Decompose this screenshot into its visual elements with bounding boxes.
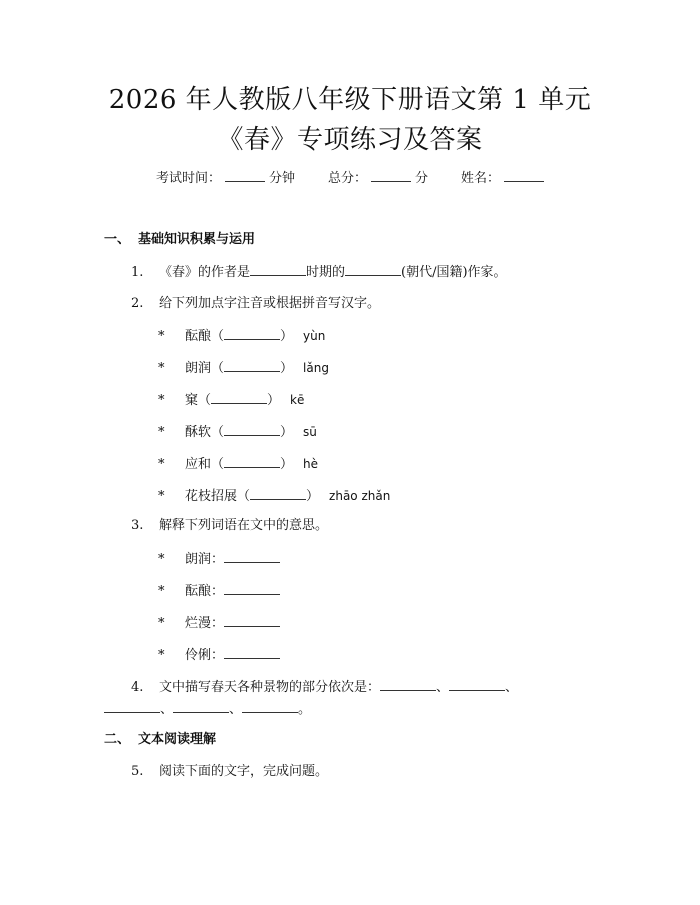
question-2-text: 给下列加点字注音或根据拼音写汉字。 — [159, 296, 381, 311]
comma: 、 — [436, 680, 450, 695]
time-unit: 分钟 — [269, 171, 296, 186]
scene-blank-4[interactable] — [173, 699, 229, 713]
pinyin-item — [158, 326, 325, 347]
pinyin-word: 酥软 — [185, 425, 212, 440]
question-3-text: 解释下列词语在文中的意思。 — [159, 518, 329, 533]
pinyin-blank[interactable] — [224, 358, 280, 372]
scene-blank-2[interactable] — [449, 677, 505, 691]
section-2-title: 文本阅读理解 — [138, 732, 217, 747]
pinyin-blank[interactable] — [224, 326, 280, 340]
left-paren: （ — [211, 457, 225, 472]
definition-item — [158, 581, 280, 602]
definition-word: 烂漫： — [185, 616, 225, 631]
name-blank[interactable] — [504, 168, 544, 182]
scene-blank-1[interactable] — [380, 677, 436, 691]
author-blank[interactable] — [250, 262, 306, 276]
pinyin-word: 应和 — [185, 457, 212, 472]
score-blank[interactable] — [371, 168, 411, 182]
comma: 、 — [229, 702, 243, 717]
definition-item — [158, 645, 280, 666]
question-2 — [131, 294, 380, 314]
pinyin-item — [158, 454, 318, 475]
definition-blank[interactable] — [224, 549, 280, 563]
bullet-star: * — [158, 457, 165, 472]
bullet-star: * — [158, 552, 165, 567]
question-5-text: 阅读下面的文字，完成问题。 — [159, 764, 329, 779]
comma: 、 — [160, 702, 174, 717]
definition-blank[interactable] — [224, 613, 280, 627]
pinyin-item — [158, 422, 317, 443]
question-1-mid: 时期的 — [306, 265, 346, 280]
pinyin-blank[interactable] — [224, 454, 280, 468]
left-paren: （ — [237, 489, 251, 504]
title-line-1: 2026 年人教版八年级下册语文第 1 单元 — [108, 85, 592, 115]
definition-word: 朗润： — [185, 552, 225, 567]
section-1-number: 一、 — [104, 232, 131, 247]
question-1 — [131, 262, 507, 283]
pinyin-text: kē — [290, 393, 305, 407]
section-2-number: 二、 — [104, 732, 131, 747]
pinyin-blank[interactable] — [250, 486, 306, 500]
right-paren: ） — [280, 329, 294, 344]
question-2-number: 2. — [131, 296, 144, 311]
pinyin-text: zhāo zhǎn — [329, 489, 391, 503]
period: 。 — [298, 702, 312, 717]
right-paren: ） — [280, 425, 294, 440]
right-paren: ） — [306, 489, 320, 504]
pinyin-item — [158, 390, 304, 411]
pinyin-word: 花枝招展 — [185, 489, 238, 504]
definition-word: 伶俐： — [185, 648, 225, 663]
pinyin-word: 朗润 — [185, 361, 212, 376]
bullet-star: * — [158, 648, 165, 663]
score-label: 总分： — [327, 171, 367, 186]
time-blank[interactable] — [225, 168, 265, 182]
bullet-star: * — [158, 616, 165, 631]
pinyin-blank[interactable] — [211, 390, 267, 404]
right-paren: ） — [267, 393, 281, 408]
question-1-number: 1. — [131, 265, 144, 280]
score-unit: 分 — [415, 171, 429, 186]
title-line-2: 《春》专项练习及答案 — [217, 125, 483, 155]
question-4 — [131, 677, 518, 698]
right-paren: ） — [280, 361, 294, 376]
pinyin-text: sū — [303, 425, 317, 439]
section-2-heading — [104, 730, 216, 750]
definition-item — [158, 613, 280, 634]
pinyin-word: 酝酿 — [185, 329, 212, 344]
time-label: 考试时间： — [156, 171, 222, 186]
left-paren: （ — [198, 393, 212, 408]
pinyin-item — [158, 486, 390, 507]
question-4-continued — [104, 699, 311, 720]
pinyin-word: 窠 — [185, 393, 199, 408]
left-paren: （ — [211, 425, 225, 440]
definition-blank[interactable] — [224, 645, 280, 659]
question-5-number: 5. — [131, 764, 144, 779]
comma: 、 — [505, 680, 519, 695]
pinyin-item — [158, 358, 329, 379]
scene-blank-5[interactable] — [242, 699, 298, 713]
question-4-number: 4. — [131, 680, 144, 695]
left-paren: （ — [211, 329, 225, 344]
definition-item — [158, 549, 280, 570]
question-3-number: 3. — [131, 518, 144, 533]
question-3 — [131, 516, 328, 536]
right-paren: ） — [280, 457, 294, 472]
pinyin-blank[interactable] — [224, 422, 280, 436]
exam-meta — [0, 168, 700, 189]
bullet-star: * — [158, 584, 165, 599]
bullet-star: * — [158, 489, 165, 504]
pinyin-text: yùn — [303, 329, 326, 343]
section-1-heading — [104, 230, 255, 250]
question-5 — [131, 762, 328, 782]
bullet-star: * — [158, 393, 165, 408]
pinyin-text: hè — [303, 457, 319, 471]
question-4-text: 文中描写春天各种景物的部分依次是： — [159, 680, 381, 695]
scene-blank-3[interactable] — [104, 699, 160, 713]
left-paren: （ — [211, 361, 225, 376]
definition-word: 酝酿： — [185, 584, 225, 599]
name-label: 姓名： — [460, 171, 500, 186]
bullet-star: * — [158, 329, 165, 344]
pinyin-text: lǎng — [303, 361, 329, 375]
period-blank[interactable] — [345, 262, 401, 276]
question-1-pre: 《春》的作者是 — [159, 265, 251, 280]
definition-blank[interactable] — [224, 581, 280, 595]
bullet-star: * — [158, 361, 165, 376]
bullet-star: * — [158, 425, 165, 440]
section-1-title: 基础知识积累与运用 — [138, 232, 256, 247]
question-1-post: (朝代/国籍)作家。 — [401, 265, 507, 280]
